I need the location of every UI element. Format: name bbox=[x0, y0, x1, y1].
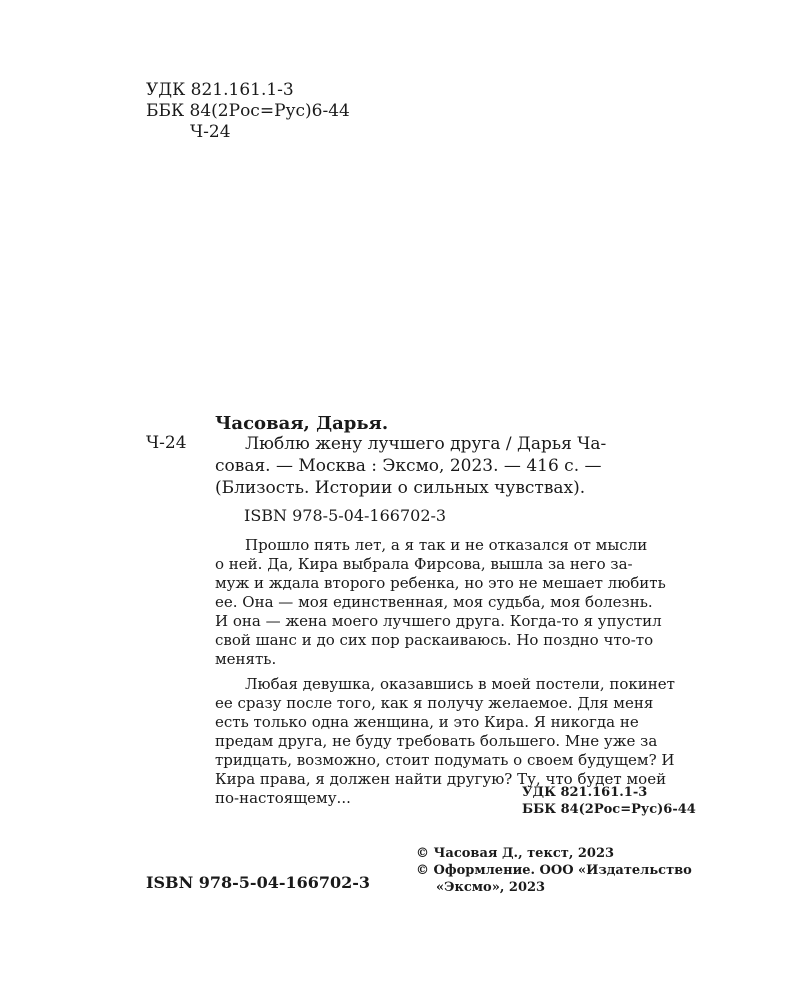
annotation-line: менять. bbox=[215, 650, 277, 668]
annotation-line: предам друга, не буду требовать большего. Мне уже за bbox=[215, 732, 658, 750]
copyright-design-cont: «Эксмо», 2023 bbox=[436, 880, 546, 895]
bbk-code: ББК 84(2Рос=Рус)6-44 bbox=[522, 802, 696, 817]
book-annotation bbox=[215, 536, 710, 808]
biblio-line: (Близость. Истории о сильных чувствах). bbox=[215, 478, 586, 498]
annotation-line: о ней. Да, Кира выбрала Фирсова, вышла за него за- bbox=[215, 555, 633, 573]
annotation-line: по-настоящему... bbox=[215, 789, 351, 807]
annotation-line: ее. Она — моя единственная, моя судьба, моя болезнь. bbox=[215, 593, 653, 611]
annotation-paragraph-1 bbox=[215, 536, 710, 669]
author-sign: Ч-24 bbox=[190, 122, 231, 142]
annotation-line: И она — жена моего лучшего друга. Когда-то я упустил bbox=[215, 612, 662, 630]
annotation-line: Кира права, я должен найти другую? Ту, что будет моей bbox=[215, 770, 667, 788]
annotation-line: муж и ждала второго ребенка, но это не мешает любить bbox=[215, 574, 666, 592]
catalog-author: Часовая, Дарья. bbox=[215, 413, 389, 434]
annotation-line: тридцать, возможно, стоит подумать о своем будущем? И bbox=[215, 751, 675, 769]
bibliographic-description bbox=[215, 433, 710, 499]
annotation-line: Прошло пять лет, а я так и не отказался от мысли bbox=[245, 536, 648, 554]
copyright-design: © Оформление. ООО «Издательство bbox=[416, 863, 692, 878]
footer-isbn: ISBN 978-5-04-166702-3 bbox=[146, 873, 371, 892]
top-classification-codes bbox=[146, 80, 350, 143]
annotation-line: свой шанс и до сих пор раскаиваюсь. Но поздно что-то bbox=[215, 631, 654, 649]
bbk-code: ББК 84(2Рос=Рус)6-44 bbox=[146, 101, 350, 121]
catalog-author-sign: Ч-24 bbox=[146, 433, 187, 453]
udk-code: УДК 821.161.1-3 bbox=[522, 785, 648, 800]
annotation-line: Любая девушка, оказавшись в моей постели, покинет bbox=[245, 675, 675, 693]
biblio-line: совая. — Москва : Эксмо, 2023. — 416 с. — bbox=[215, 456, 602, 476]
copyright-block bbox=[416, 845, 692, 896]
catalog-isbn: ISBN 978-5-04-166702-3 bbox=[244, 506, 447, 525]
copyright-text: © Часовая Д., текст, 2023 bbox=[416, 846, 615, 861]
bottom-classification-codes bbox=[522, 784, 696, 818]
annotation-line: ее сразу после того, как я получу желаемое. Для меня bbox=[215, 694, 654, 712]
annotation-line: есть только одна женщина, и это Кира. Я никогда не bbox=[215, 713, 639, 731]
udk-code: УДК 821.161.1-3 bbox=[146, 80, 294, 100]
biblio-line: Люблю жену лучшего друга / Дарья Ча- bbox=[245, 434, 607, 454]
